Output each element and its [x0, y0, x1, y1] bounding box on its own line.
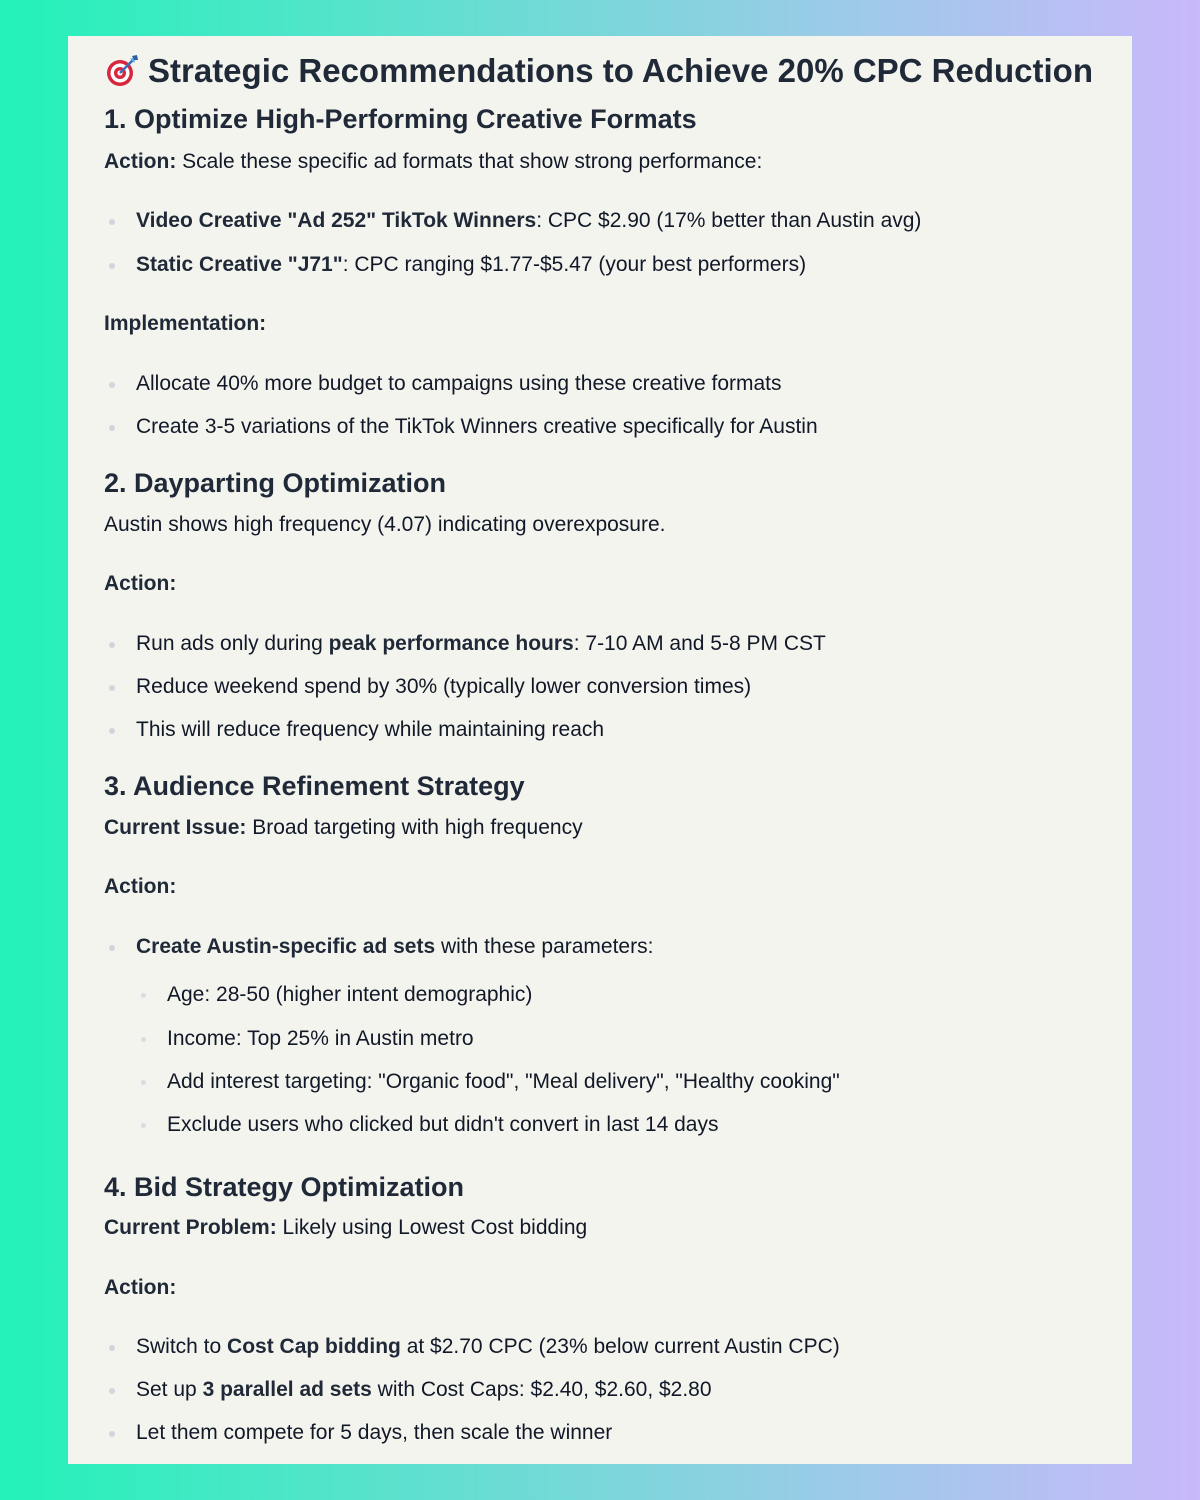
- list-item: Run ads only during peak performance hours: 7-10 AM and 5-8 PM CST: [136, 632, 826, 655]
- sub-list-item: Age: 28-50 (higher intent demographic): [167, 983, 533, 1006]
- action-label: Action:: [104, 1276, 177, 1299]
- list-item: Static Creative "J71": CPC ranging $1.77-$5.47 (your best performers): [136, 253, 807, 276]
- list-item: Create Austin-specific ad sets with these parameters:: [136, 935, 654, 958]
- action-label: Action:: [104, 875, 177, 898]
- sub-list-item: Exclude users who clicked but didn't convert in last 14 days: [167, 1113, 719, 1136]
- page-title: [104, 52, 1093, 90]
- implementation-label: Implementation:: [104, 312, 267, 335]
- section-3-heading: 3. Audience Refinement Strategy: [104, 771, 525, 801]
- current-problem: Current Problem: Likely using Lowest Cost bidding: [104, 1216, 588, 1239]
- section-1-action: Action: Scale these specific ad formats that show strong performance:: [104, 150, 763, 173]
- list-item: Create 3-5 variations of the TikTok Winners creative specifically for Austin: [136, 415, 818, 438]
- page-title-text: Strategic Recommendations to Achieve 20% CPC Reduction: [148, 52, 1093, 89]
- action-label: Action:: [104, 572, 177, 595]
- sub-list-item: Income: Top 25% in Austin metro: [167, 1027, 474, 1050]
- current-issue: Current Issue: Broad targeting with high frequency: [104, 816, 583, 839]
- target-dart-icon: [104, 53, 140, 89]
- list-item: Reduce weekend spend by 30% (typically lower conversion times): [136, 675, 752, 698]
- section-2-heading: 2. Dayparting Optimization: [104, 468, 447, 498]
- list-item: Set up 3 parallel ad sets with Cost Caps: $2.40, $2.60, $2.80: [136, 1378, 712, 1401]
- list-item: Switch to Cost Cap bidding at $2.70 CPC (23% below current Austin CPC): [136, 1335, 840, 1358]
- section-1-heading: 1. Optimize High-Performing Creative Formats: [104, 104, 697, 134]
- section-2-intro: Austin shows high frequency (4.07) indicating overexposure.: [104, 513, 666, 536]
- document-card: [68, 36, 1132, 1464]
- list-item: Let them compete for 5 days, then scale the winner: [136, 1421, 613, 1444]
- list-item: Video Creative "Ad 252" TikTok Winners: CPC $2.90 (17% better than Austin avg): [136, 209, 922, 232]
- section-4-heading: 4. Bid Strategy Optimization: [104, 1172, 465, 1202]
- list-item: This will reduce frequency while maintaining reach: [136, 718, 605, 741]
- sub-list-item: Add interest targeting: "Organic food", "Meal delivery", "Healthy cooking": [167, 1070, 840, 1093]
- list-item: Allocate 40% more budget to campaigns using these creative formats: [136, 372, 782, 395]
